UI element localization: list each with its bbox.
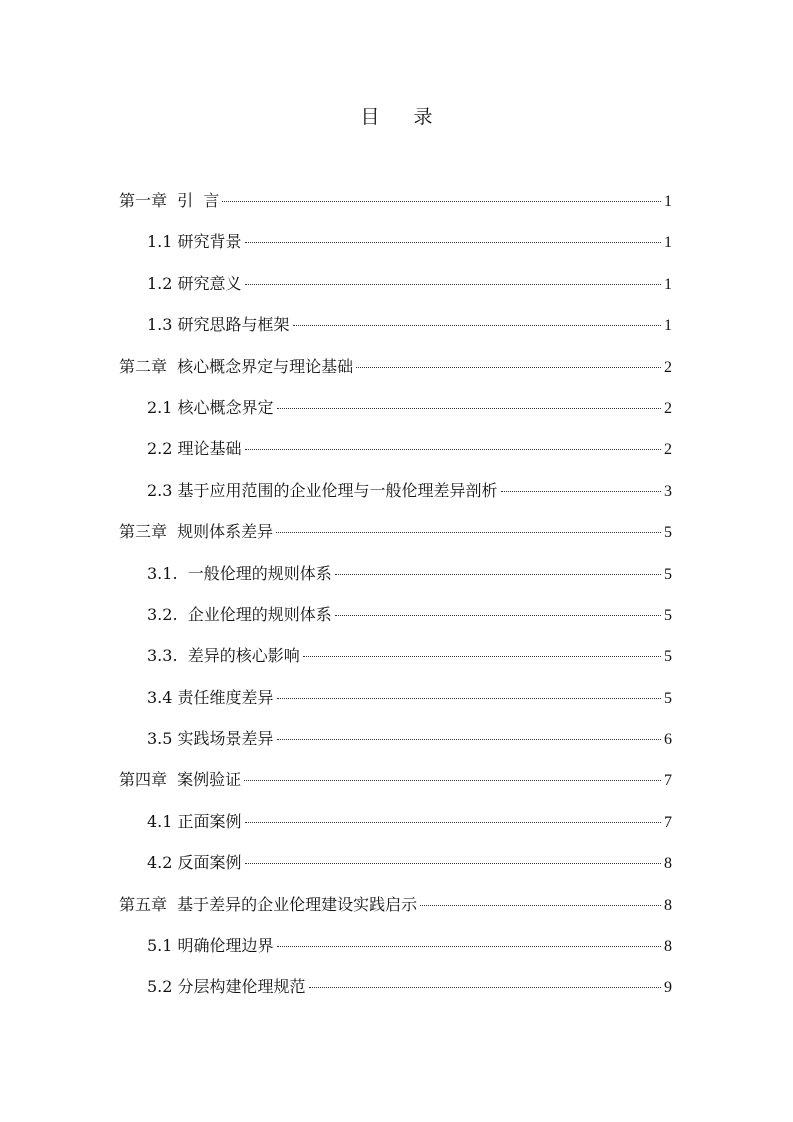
- toc-section-entry[interactable]: [119, 553, 672, 594]
- toc-chapter-entry[interactable]: [119, 346, 672, 387]
- toc-page-number: 1: [664, 234, 672, 252]
- toc-section-entry[interactable]: [119, 801, 672, 842]
- toc-entry-label: 第四章 案例验证: [119, 770, 242, 790]
- toc-dot-leader: [222, 201, 661, 202]
- toc-section-entry[interactable]: [119, 387, 672, 428]
- toc-dot-leader: [335, 574, 661, 575]
- toc-page-number: 6: [664, 731, 672, 749]
- toc-dot-leader: [245, 822, 661, 823]
- toc-page-number: 1: [664, 317, 672, 335]
- toc-page-number: 3: [664, 482, 672, 500]
- toc-dot-leader: [276, 532, 661, 533]
- toc-entry-label: 5.2 分层构建伦理规范: [147, 977, 306, 997]
- toc-page-number: 7: [664, 813, 672, 831]
- toc-entry-label: 1.2 研究意义: [147, 273, 242, 293]
- toc-dot-leader: [501, 491, 661, 492]
- toc-section-entry[interactable]: [119, 428, 672, 469]
- toc-chapter-entry[interactable]: [119, 759, 672, 800]
- toc-section-entry[interactable]: [119, 966, 672, 1007]
- toc-dot-leader: [244, 780, 661, 781]
- toc-entry-label: 2.3 基于应用范围的企业伦理与一般伦理差异剖析: [147, 480, 498, 500]
- toc-dot-leader: [293, 325, 661, 326]
- toc-section-entry[interactable]: [119, 925, 672, 966]
- toc-dot-leader: [277, 408, 661, 409]
- toc-chapter-entry[interactable]: [119, 511, 672, 552]
- toc-page-number: 8: [664, 855, 672, 873]
- toc-dot-leader: [277, 946, 661, 947]
- toc-section-entry[interactable]: [119, 594, 672, 635]
- toc-section-entry[interactable]: [119, 718, 672, 759]
- toc-entry-label: 第二章 核心概念界定与理论基础: [119, 356, 354, 376]
- toc-dot-leader: [335, 615, 661, 616]
- toc-dot-leader: [303, 656, 661, 657]
- toc-page-number: 7: [664, 772, 672, 790]
- toc-section-entry[interactable]: [119, 304, 672, 345]
- toc-page-number: 2: [664, 399, 672, 417]
- toc-entry-label: 4.1 正面案例: [147, 811, 242, 831]
- toc-section-entry[interactable]: [119, 842, 672, 883]
- toc-dot-leader: [356, 367, 661, 368]
- toc-dot-leader: [245, 284, 661, 285]
- toc-section-entry[interactable]: [119, 635, 672, 676]
- toc-dot-leader: [245, 242, 661, 243]
- toc-chapter-entry[interactable]: [119, 884, 672, 925]
- toc-entry-label: 4.2 反面案例: [147, 853, 242, 873]
- toc-dot-leader: [277, 698, 661, 699]
- toc-page-number: 1: [664, 193, 672, 210]
- toc-page-number: 8: [664, 938, 672, 956]
- toc-entry-label: 3.3. 差异的核心影响: [147, 646, 300, 666]
- toc-page-number: 2: [664, 441, 672, 459]
- toc-entry-label: 第三章 规则体系差异: [119, 522, 274, 542]
- toc-page-number: 5: [664, 689, 672, 707]
- toc-dot-leader: [245, 449, 661, 450]
- toc-entry-label: 3.1. 一般伦理的规则体系: [147, 563, 332, 583]
- toc-section-entry[interactable]: [119, 263, 672, 304]
- toc-entry-label: 3.4 责任维度差异: [147, 687, 274, 707]
- toc-section-entry[interactable]: [119, 221, 672, 262]
- toc-page-number: 9: [664, 979, 672, 997]
- toc-entry-label: 1.1 研究背景: [147, 232, 242, 252]
- toc-entry-label: 3.2. 企业伦理的规则体系: [147, 604, 332, 624]
- toc-entry-label: 1.3 研究思路与框架: [147, 315, 290, 335]
- toc-page-number: 5: [664, 648, 672, 666]
- toc-page-number: 5: [664, 524, 672, 542]
- toc-entry-label: 2.2 理论基础: [147, 439, 242, 459]
- toc-entry-label: 2.1 核心概念界定: [147, 397, 274, 417]
- toc-dot-leader: [277, 739, 661, 740]
- toc-dot-leader: [245, 863, 661, 864]
- toc-title: 目 录: [360, 106, 447, 128]
- toc-entry-label: 3.5 实践场景差异: [147, 729, 274, 749]
- toc-entry-label: 第五章 基于差异的企业伦理建设实践启示: [119, 894, 418, 914]
- toc-page-number: 1: [664, 275, 672, 293]
- toc-page-number: 5: [664, 565, 672, 583]
- toc-entry-label: 5.1 明确伦理边界: [147, 936, 274, 956]
- toc-section-entry[interactable]: [119, 677, 672, 718]
- toc-dot-leader: [309, 987, 661, 988]
- toc-page-number: 5: [664, 606, 672, 624]
- toc-list: [119, 180, 672, 1008]
- toc-page-number: 8: [664, 896, 672, 914]
- toc-section-entry[interactable]: [119, 470, 672, 511]
- toc-dot-leader: [420, 905, 661, 906]
- toc-chapter-entry[interactable]: [119, 180, 672, 221]
- toc-page-number: 2: [664, 358, 672, 376]
- toc-entry-label: 第一章 引 言: [119, 191, 220, 210]
